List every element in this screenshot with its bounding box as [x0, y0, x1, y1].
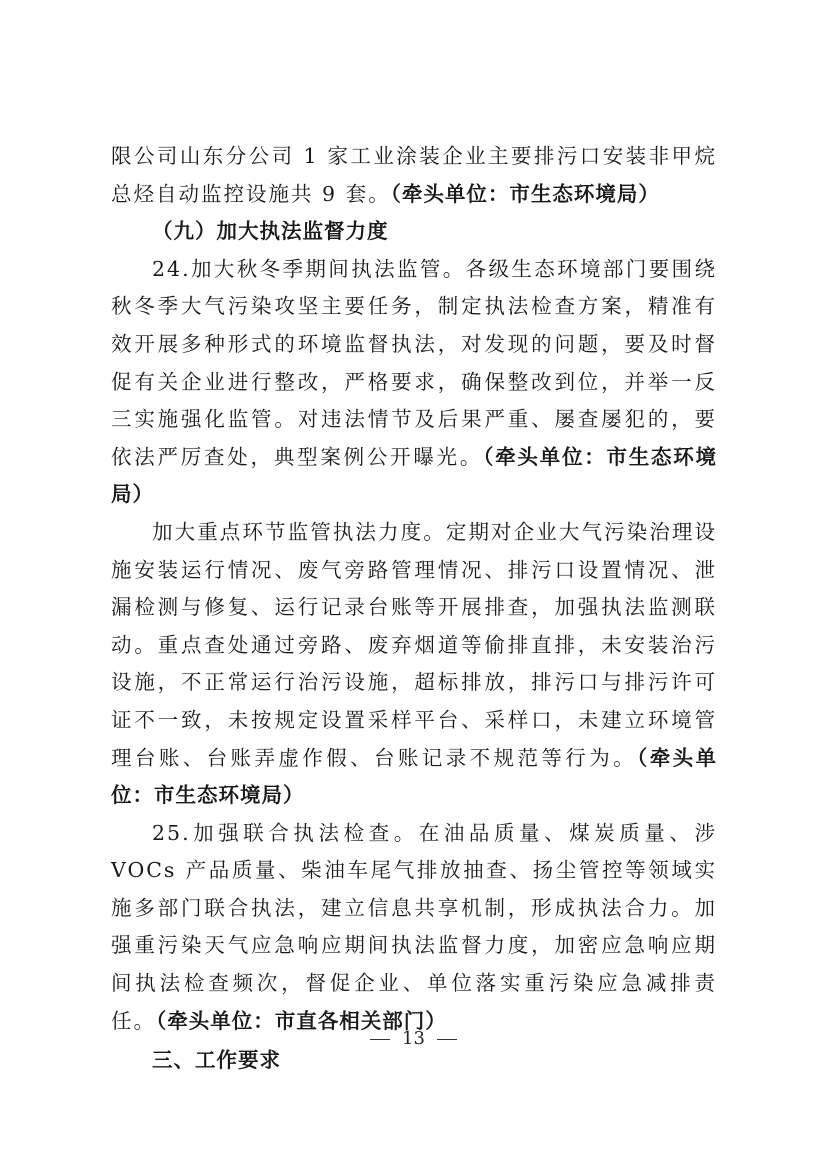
paragraph-item-25	[111, 815, 717, 1041]
paragraph-key-links	[111, 514, 717, 815]
page-footer	[0, 1028, 827, 1049]
page-number: 13	[402, 1028, 425, 1049]
section-3-heading: 三、工作要求	[152, 1048, 281, 1073]
lead-unit-label: （牵头单位：市直各相关部门）	[156, 1008, 447, 1033]
paragraph-item-24	[111, 251, 717, 514]
paragraph-continuation	[111, 138, 717, 213]
footer-dash-left	[370, 1039, 390, 1040]
paragraph-text: 24.加大秋冬季期间执法监管。各级生态环境部门要围绕秋冬季大气污染攻坚主要任务，制定执法检查方案，精准有效开展多种形式的环境监督执法，对发现的问题，要及时督促有关企业进行整改，严格要求，确保整改到位，并举一反三实施强化监管。对违法情节及后果严重、屡查屡犯的，要依法严厉查处，典型案例公开曝光。	[111, 256, 717, 469]
paragraph-text: 限公司山东分公司 1 家工业涂装企业主要排污口安装非甲烷总烃自动监控设施共 9 套。	[111, 144, 717, 206]
lead-unit-label: （牵头单位：市生态环境局）	[111, 745, 718, 808]
paragraph-text: 加大重点环节监管执法力度。定期对企业大气污染治理设施安装运行情况、废气旁路管理情况、排污口设置情况、泄漏检测与修复、运行记录台账等开展排查，加强执法监测联动。重点查处通过旁路、废弃烟道等偷排直排，未安装治污设施，不正常运行治污设施，超标排放，排污口与排污许可证不一致，未按规定设置采样平台、采样口，未建立环境管理台账、台账弄虚作假、台账记录不规范等行为。	[111, 519, 717, 770]
footer-dash-right	[437, 1039, 457, 1040]
document-page	[111, 138, 717, 1080]
section-9-heading: （九）加大执法监督力度	[152, 219, 389, 244]
paragraph-text: 25.加强联合执法检查。在油品质量、煤炭质量、涉 VOCs 产品质量、柴油车尾气排放抽查、扬尘管控等领域实施多部门联合执法，建立信息共享机制，形成执法合力。加强重污染天气应急响应期间执法监督力度，加密应急响应期间执法检查频次，督促企业、单位落实重污染应急减排责任。	[111, 820, 717, 1033]
lead-unit-label: （牵头单位：市生态环境局）	[390, 181, 660, 206]
lead-unit-label: （牵头单位：市生态环境局）	[111, 444, 718, 507]
